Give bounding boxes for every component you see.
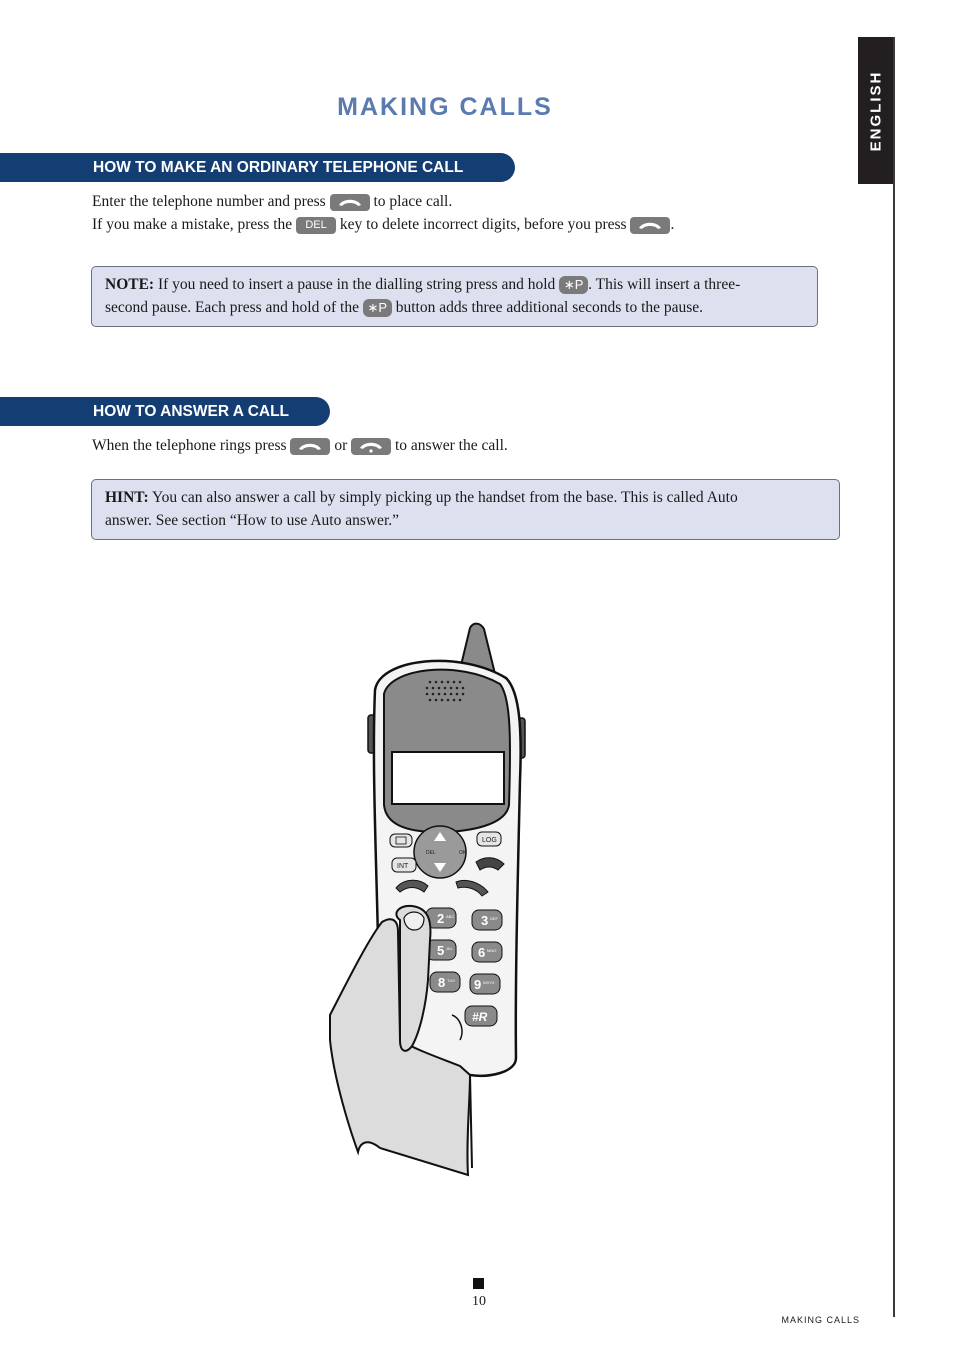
thumbnail — [404, 912, 424, 930]
note-text: second pause. Each press and hold of the — [105, 299, 359, 316]
svg-text:ABC: ABC — [446, 914, 455, 919]
display-screen — [392, 752, 504, 804]
svg-text:JKL: JKL — [446, 946, 453, 951]
call-key-icon — [330, 194, 370, 211]
call-key-icon — [290, 438, 330, 455]
key-5: 5 — [437, 943, 445, 958]
hint-label: HINT: — [105, 489, 149, 506]
answer-call-instructions — [92, 434, 508, 457]
instruction-text: to place call. — [373, 193, 453, 210]
note-box — [91, 266, 818, 327]
note-text: . This will insert a three- — [588, 276, 741, 293]
note-text: If you need to insert a pause in the dialling string press and hold — [157, 276, 556, 293]
hint-text: You can also answer a call by simply picking up the handset from the base. This is called Auto — [151, 489, 738, 506]
hint-text: answer. See section “How to use Auto answer.” — [105, 512, 400, 529]
nav-del-label: DEL — [426, 850, 436, 856]
section-heading-answer-call: HOW TO ANSWER A CALL — [0, 397, 330, 426]
call-key-icon — [630, 217, 670, 234]
nav-ok-label: OK — [459, 850, 467, 856]
del-key-icon: DEL — [296, 217, 336, 234]
section-heading-make-call: HOW TO MAKE AN ORDINARY TELEPHONE CALL — [0, 153, 515, 182]
make-call-instructions — [92, 190, 674, 236]
hint-box — [91, 479, 840, 540]
key-9: 9 — [474, 977, 482, 992]
instruction-text: . — [670, 216, 675, 233]
instruction-text: If you make a mistake, press the — [92, 216, 293, 233]
side-rule — [893, 37, 895, 1317]
handsfree-key-icon — [351, 438, 391, 455]
running-footer: MAKING CALLS — [781, 1315, 860, 1325]
svg-text:MNO: MNO — [487, 948, 497, 953]
log-key-label: LOG — [482, 837, 497, 844]
star-p-key-icon: ∗P — [363, 299, 392, 317]
key-2: 2 — [437, 911, 445, 926]
svg-text:TUV: TUV — [447, 978, 455, 983]
footer-square-marker — [473, 1278, 484, 1289]
page-title: MAKING CALLS — [337, 93, 553, 121]
note-label: NOTE: — [105, 276, 155, 293]
svg-text:DEF: DEF — [490, 916, 498, 921]
key-8: 8 — [438, 975, 446, 990]
instruction-text: Enter the telephone number and press — [92, 193, 326, 210]
star-p-key-icon: ∗P — [559, 276, 588, 294]
svg-text:WXYZ: WXYZ — [483, 980, 495, 985]
instruction-text: key to delete incorrect digits, before you press — [339, 216, 627, 233]
note-text: button adds three additional seconds to the pause. — [395, 299, 704, 316]
instruction-text: When the telephone rings press — [92, 437, 287, 454]
page-number: 10 — [472, 1294, 486, 1309]
int-key-label: INT — [397, 863, 409, 870]
handset-in-hand-illustration — [320, 620, 540, 1180]
instruction-text: to answer the call. — [394, 437, 508, 454]
key-6: 6 — [478, 945, 486, 960]
key-3: 3 — [481, 913, 489, 928]
key-hash-r: #R — [472, 1010, 488, 1024]
language-tab-label: ENGLISH — [867, 70, 884, 151]
instruction-text: or — [334, 437, 348, 454]
